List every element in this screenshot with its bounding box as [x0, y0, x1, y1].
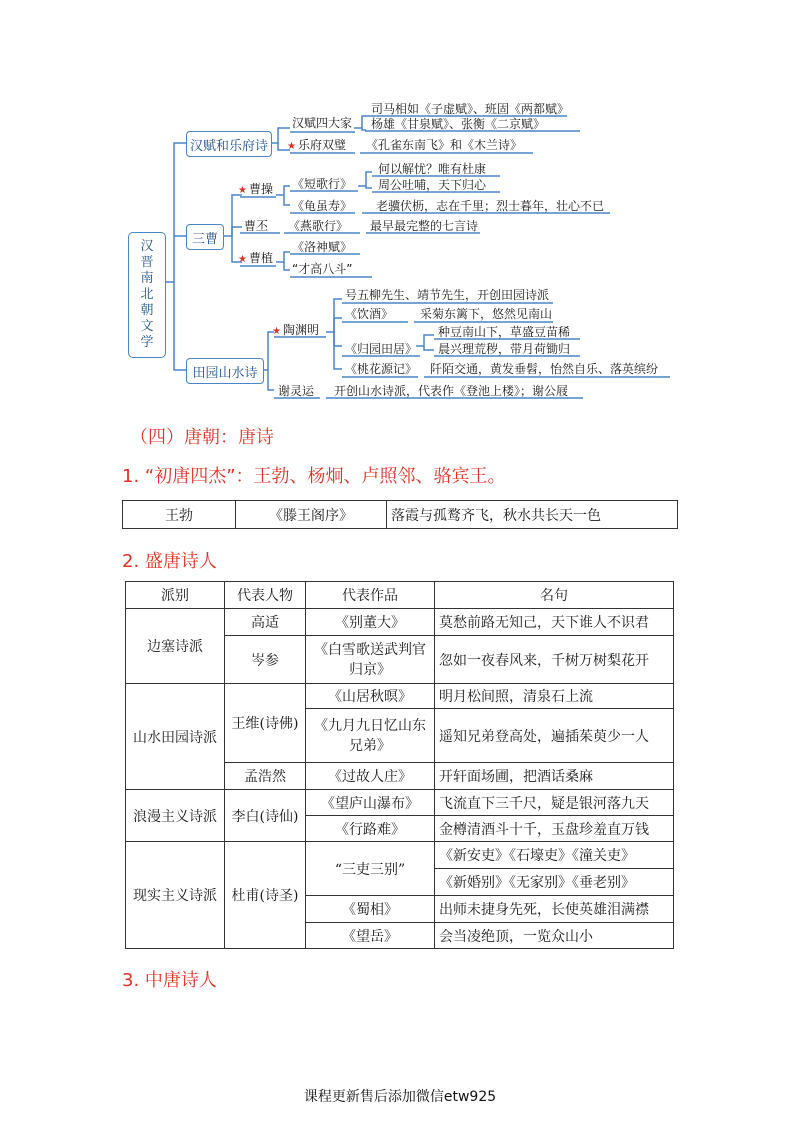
work-line-1: 《九月九日忆山东 [314, 717, 426, 734]
guisui: 《龟虽寿》 [292, 199, 353, 213]
cell-line: 开轩面场圃，把酒话桑麻 [435, 763, 674, 790]
yuefu-works: 《孔雀东南飞》和《木兰诗》 [366, 138, 523, 152]
cell-poet: 岑参 [225, 636, 306, 684]
shengtang-table [125, 581, 674, 949]
table-row [123, 501, 678, 529]
root-char: 学 [140, 335, 154, 350]
cell-school: 边塞诗派 [126, 609, 225, 684]
work-line-2: 归京》 [349, 661, 391, 678]
caozhi-label [238, 251, 273, 267]
caocao-text: 曹操 [248, 182, 273, 196]
badou: “才高八斗” [292, 262, 353, 276]
header-school: 派别 [126, 582, 225, 609]
yange-quote: 最早最完整的七言诗 [370, 219, 479, 233]
cell-line: 出师未捷身先死，长使英雄泪满襟 [435, 896, 674, 923]
header-line: 名句 [435, 582, 674, 609]
cell-work: 《行路难》 [306, 816, 435, 842]
section-heading-tang: （四）唐朝：唐诗 [130, 427, 274, 448]
duange: 《短歌行》 [292, 177, 353, 191]
mind-map [0, 0, 800, 410]
root-char: 南 [140, 271, 154, 286]
root-char: 晋 [140, 255, 154, 270]
wangbo-table [122, 500, 678, 529]
root-char: 朝 [140, 303, 154, 318]
cell-school: 浪漫主义诗派 [126, 790, 225, 842]
sifu-label: 汉赋四大家 [292, 116, 353, 130]
cell-work: 《过故人庄》 [306, 763, 435, 790]
table-row [126, 842, 674, 869]
taohua: 《桃花源记》 [345, 362, 418, 376]
cell-work: 《山居秋暝》 [306, 684, 435, 709]
item-1-heading: 1. “初唐四杰”：王勃、杨炯、卢照邻、骆宾王。 [122, 466, 506, 487]
yinjiu: 《饮酒》 [345, 307, 394, 321]
caozhi-text: 曹植 [248, 251, 273, 265]
guiyuan-quote-2: 晨兴理荒秽，带月荷锄归 [438, 342, 571, 356]
guisui-quote: 老骥伏枥，志在千里；烈士暮年，壮心不已 [376, 199, 605, 213]
cell-line: 会当凌绝顶，一览众山小 [435, 923, 674, 949]
item-3-heading: 3. 中唐诗人 [122, 970, 217, 991]
cell-work: 《滕王阁序》 [236, 501, 387, 529]
cell-school: 现实主义诗派 [126, 842, 225, 949]
cell-work [306, 709, 435, 763]
caopi-label: 曹丕 [244, 219, 269, 233]
cell-poet: 王勃 [123, 501, 236, 529]
cell-work: 《望庐山瀑布》 [306, 790, 435, 816]
cell-line: 飞流直下三千尺，疑是银河落九天 [435, 790, 674, 816]
guiyuan-quote-1: 种豆南山下，草盛豆苗稀 [438, 325, 571, 339]
star-icon: ★ [238, 185, 247, 196]
table-row [126, 684, 674, 709]
cell-line: 落霞与孤鹜齐飞，秋水共长天一色 [387, 501, 678, 529]
branch-sancao: 三曹 [186, 224, 224, 250]
cell-line: 《新安吏》《石壕吏》《潼关吏》 [435, 842, 674, 869]
root-char: 汉 [140, 239, 154, 254]
duange-quote-1: 何以解忧？唯有杜康 [378, 162, 487, 176]
cell-work: “三吏三别” [306, 842, 435, 896]
luoshen: 《洛神赋》 [292, 240, 353, 254]
cell-poet: 李白(诗仙) [225, 790, 306, 842]
cell-work: 《蜀相》 [306, 896, 435, 923]
table-header-row [126, 582, 674, 609]
branch-tianyuan: 田园山水诗 [186, 358, 264, 384]
xie-label: 谢灵运 [278, 384, 315, 398]
branch-han: 汉赋和乐府诗 [186, 131, 272, 157]
star-icon: ★ [272, 326, 281, 337]
header-poet: 代表人物 [225, 582, 306, 609]
yange: 《燕歌行》 [288, 219, 349, 233]
root-char: 文 [140, 319, 154, 334]
cell-poet: 杜甫(诗圣) [225, 842, 306, 949]
cell-work [306, 636, 435, 684]
cell-work: 《别董大》 [306, 609, 435, 636]
guiyuan: 《归园田居》 [345, 342, 418, 356]
cell-line: 《新婚别》《无家别》《垂老别》 [435, 869, 674, 896]
cell-work: 《望岳》 [306, 923, 435, 949]
star-icon: ★ [287, 141, 296, 152]
cell-line: 金樽清酒斗十千，玉盘珍羞直万钱 [435, 816, 674, 842]
root-char: 北 [140, 287, 154, 302]
caocao-label [238, 182, 273, 198]
header-work: 代表作品 [306, 582, 435, 609]
yinjiu-quote: 采菊东篱下，悠然见南山 [420, 307, 553, 321]
cell-school: 山水田园诗派 [126, 684, 225, 790]
yuefu-label [287, 138, 346, 154]
work-line-2: 兄弟》 [349, 737, 391, 754]
work-line-1: 《白雪歌送武判官 [314, 641, 426, 658]
tao-label [272, 323, 319, 339]
star-icon: ★ [238, 254, 247, 265]
cell-line: 遥知兄弟登高处，遍插茱萸少一人 [435, 709, 674, 763]
table-row [126, 790, 674, 816]
cell-poet: 孟浩然 [225, 763, 306, 790]
taohua-quote: 阡陌交通，黄发垂髫，怡然自乐、落英缤纷 [430, 362, 659, 376]
sifu-line-1: 司马相如《子虚赋》、班固《两都赋》 [371, 102, 570, 116]
cell-line: 忽如一夜春风来，千树万树梨花开 [435, 636, 674, 684]
xie-desc: 开创山水诗派，代表作《登池上楼》；谢公屐 [334, 384, 569, 398]
cell-poet: 王维(诗佛) [225, 684, 306, 763]
duange-quote-2: 周公吐哺，天下归心 [378, 178, 487, 192]
cell-poet: 高适 [225, 609, 306, 636]
cell-line: 明月松间照，清泉石上流 [435, 684, 674, 709]
mind-map-root [128, 232, 166, 358]
table-row [126, 609, 674, 636]
item-2-heading: 2. 盛唐诗人 [122, 551, 217, 572]
cell-line: 莫愁前路无知己，天下谁人不识君 [435, 609, 674, 636]
footer-note: 课程更新售后添加微信etw925 [303, 1089, 497, 1105]
yuefu-label-text: 乐府双璧 [297, 138, 346, 152]
tao-text: 陶渊明 [282, 323, 319, 337]
sifu-line-2: 杨雄《甘泉赋》、张衡《二京赋》 [371, 117, 546, 131]
tao-desc: 号五柳先生、靖节先生，开创田园诗派 [345, 288, 550, 302]
